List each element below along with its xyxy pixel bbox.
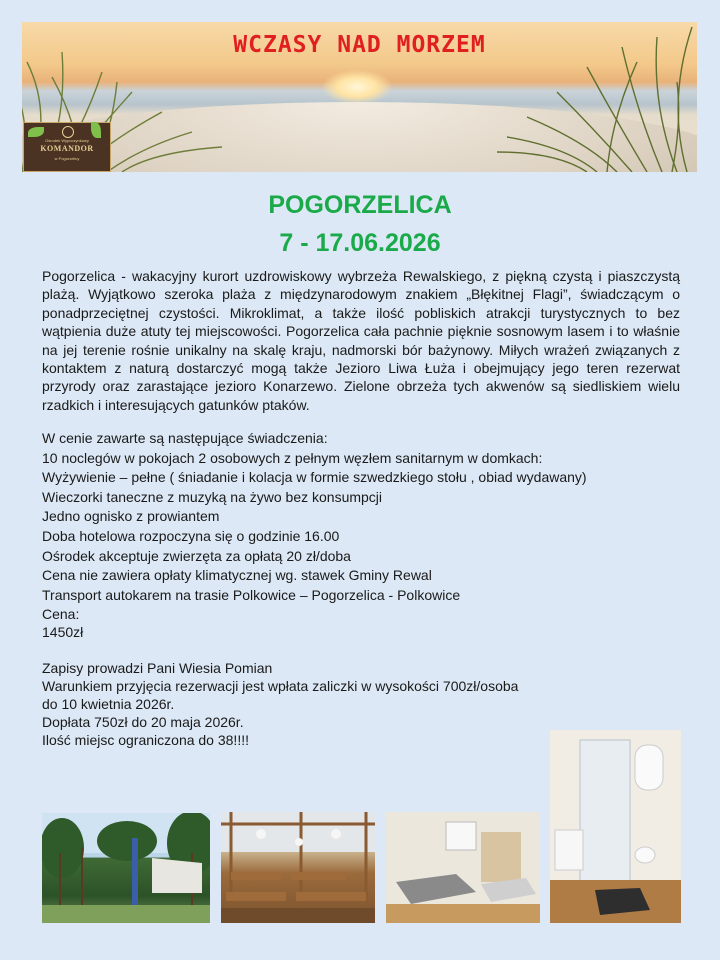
signup-line: Dopłata 750zł do 20 maja 2026r. <box>42 714 244 730</box>
logo-line3: w Pogorzelicy <box>54 156 80 161</box>
list-item: Doba hotelowa rozpoczyna się o godzinie 16.00 <box>42 527 340 544</box>
header-banner <box>22 22 697 172</box>
signup-line: Zapisy prowadzi Pani Wiesia Pomian <box>42 660 273 676</box>
signup-line: do 10 kwietnia 2026r. <box>42 696 175 712</box>
price-value: 1450zł <box>42 624 84 640</box>
banner-title: WCZASY NAD MORZEM <box>233 32 486 58</box>
price-block <box>42 605 83 641</box>
photo-bedroom <box>386 812 540 923</box>
signup-block <box>42 659 518 749</box>
list-item: 10 noclegów w pokojach 2 osobowych z pełnym węzłem sanitarnym w domkach: <box>42 449 543 466</box>
list-item: Wieczorki taneczne z muzyką na żywo bez konsumpcji <box>42 488 383 505</box>
list-item: Cena nie zawiera opłaty klimatycznej wg. stawek Gminy Rewal <box>42 567 432 584</box>
photo-bathroom <box>550 730 681 923</box>
leaf-icon <box>28 127 44 137</box>
list-item: W cenie zawarte są następujące świadczenia: <box>42 430 328 446</box>
price-label: Cena: <box>42 606 80 622</box>
list-item: Jedno ognisko z prowiantem <box>42 508 220 525</box>
sunset-glow <box>322 70 392 104</box>
signup-line: Warunkiem przyjęcia rezerwacji jest wpłata zaliczki w wysokości 700zł/osoba <box>42 678 519 694</box>
signup-line: Ilość miejsc ograniczona do 38!!!! <box>42 732 249 748</box>
included-list <box>42 429 682 605</box>
place-heading: POGORZELICA <box>268 191 452 219</box>
list-item: Wyżywienie – pełne ( śniadanie i kolacja w formie szwedzkiego stołu , obiad wydawany) <box>42 469 587 486</box>
photo-resort-entrance <box>42 813 210 923</box>
dates-heading: 7 - 17.06.2026 <box>279 229 441 257</box>
logo-line1: Ośrodek Wypoczynkowy <box>45 138 89 143</box>
intro-paragraph: Pogorzelica - wakacyjny kurort uzdrowiskowy wybrzeża Rewalskiego, z piękną czystą i piaszczystą plażą. Wyjątkowo szeroka plaża z międzynarodowym znakiem „Błękitnej Flagi”, świadczącym o ponadprzeciętnej czystości. Mikroklimat, a także ilość pobliskich atrakcji turystycznych to bez wątpienia duże atuty tej miejscowości. Pogorzelica cała pachnie pięknie sosnowym lasem i to właśnie na jej terenie rośnie unikalny na skalę kraju, nadmorski bór bażynowy. Miłych wrażeń związanych z kontaktem z naturą dostarczyć mogą także Jezioro Liwa Łuża i obejmujący jego teren rezerwat przyrody oraz zarastające jezioro Konarzewo. Zielone obrzeża tych akwenów są siedliskiem wielu rzadkich i interesujących gatunków ptaków. <box>42 268 680 413</box>
photo-dining-terrace <box>221 812 375 923</box>
list-item: Ośrodek akceptuje zwierzęta za opłatą 20 zł/doba <box>42 547 351 564</box>
list-item: Transport autokarem na trasie Polkowice – Pogorzelica - Polkowice <box>42 586 461 603</box>
logo-name: KOMANDOR <box>40 144 94 153</box>
emblem-icon <box>62 126 74 138</box>
komandor-logo <box>23 122 111 172</box>
leaf-icon <box>91 122 101 138</box>
